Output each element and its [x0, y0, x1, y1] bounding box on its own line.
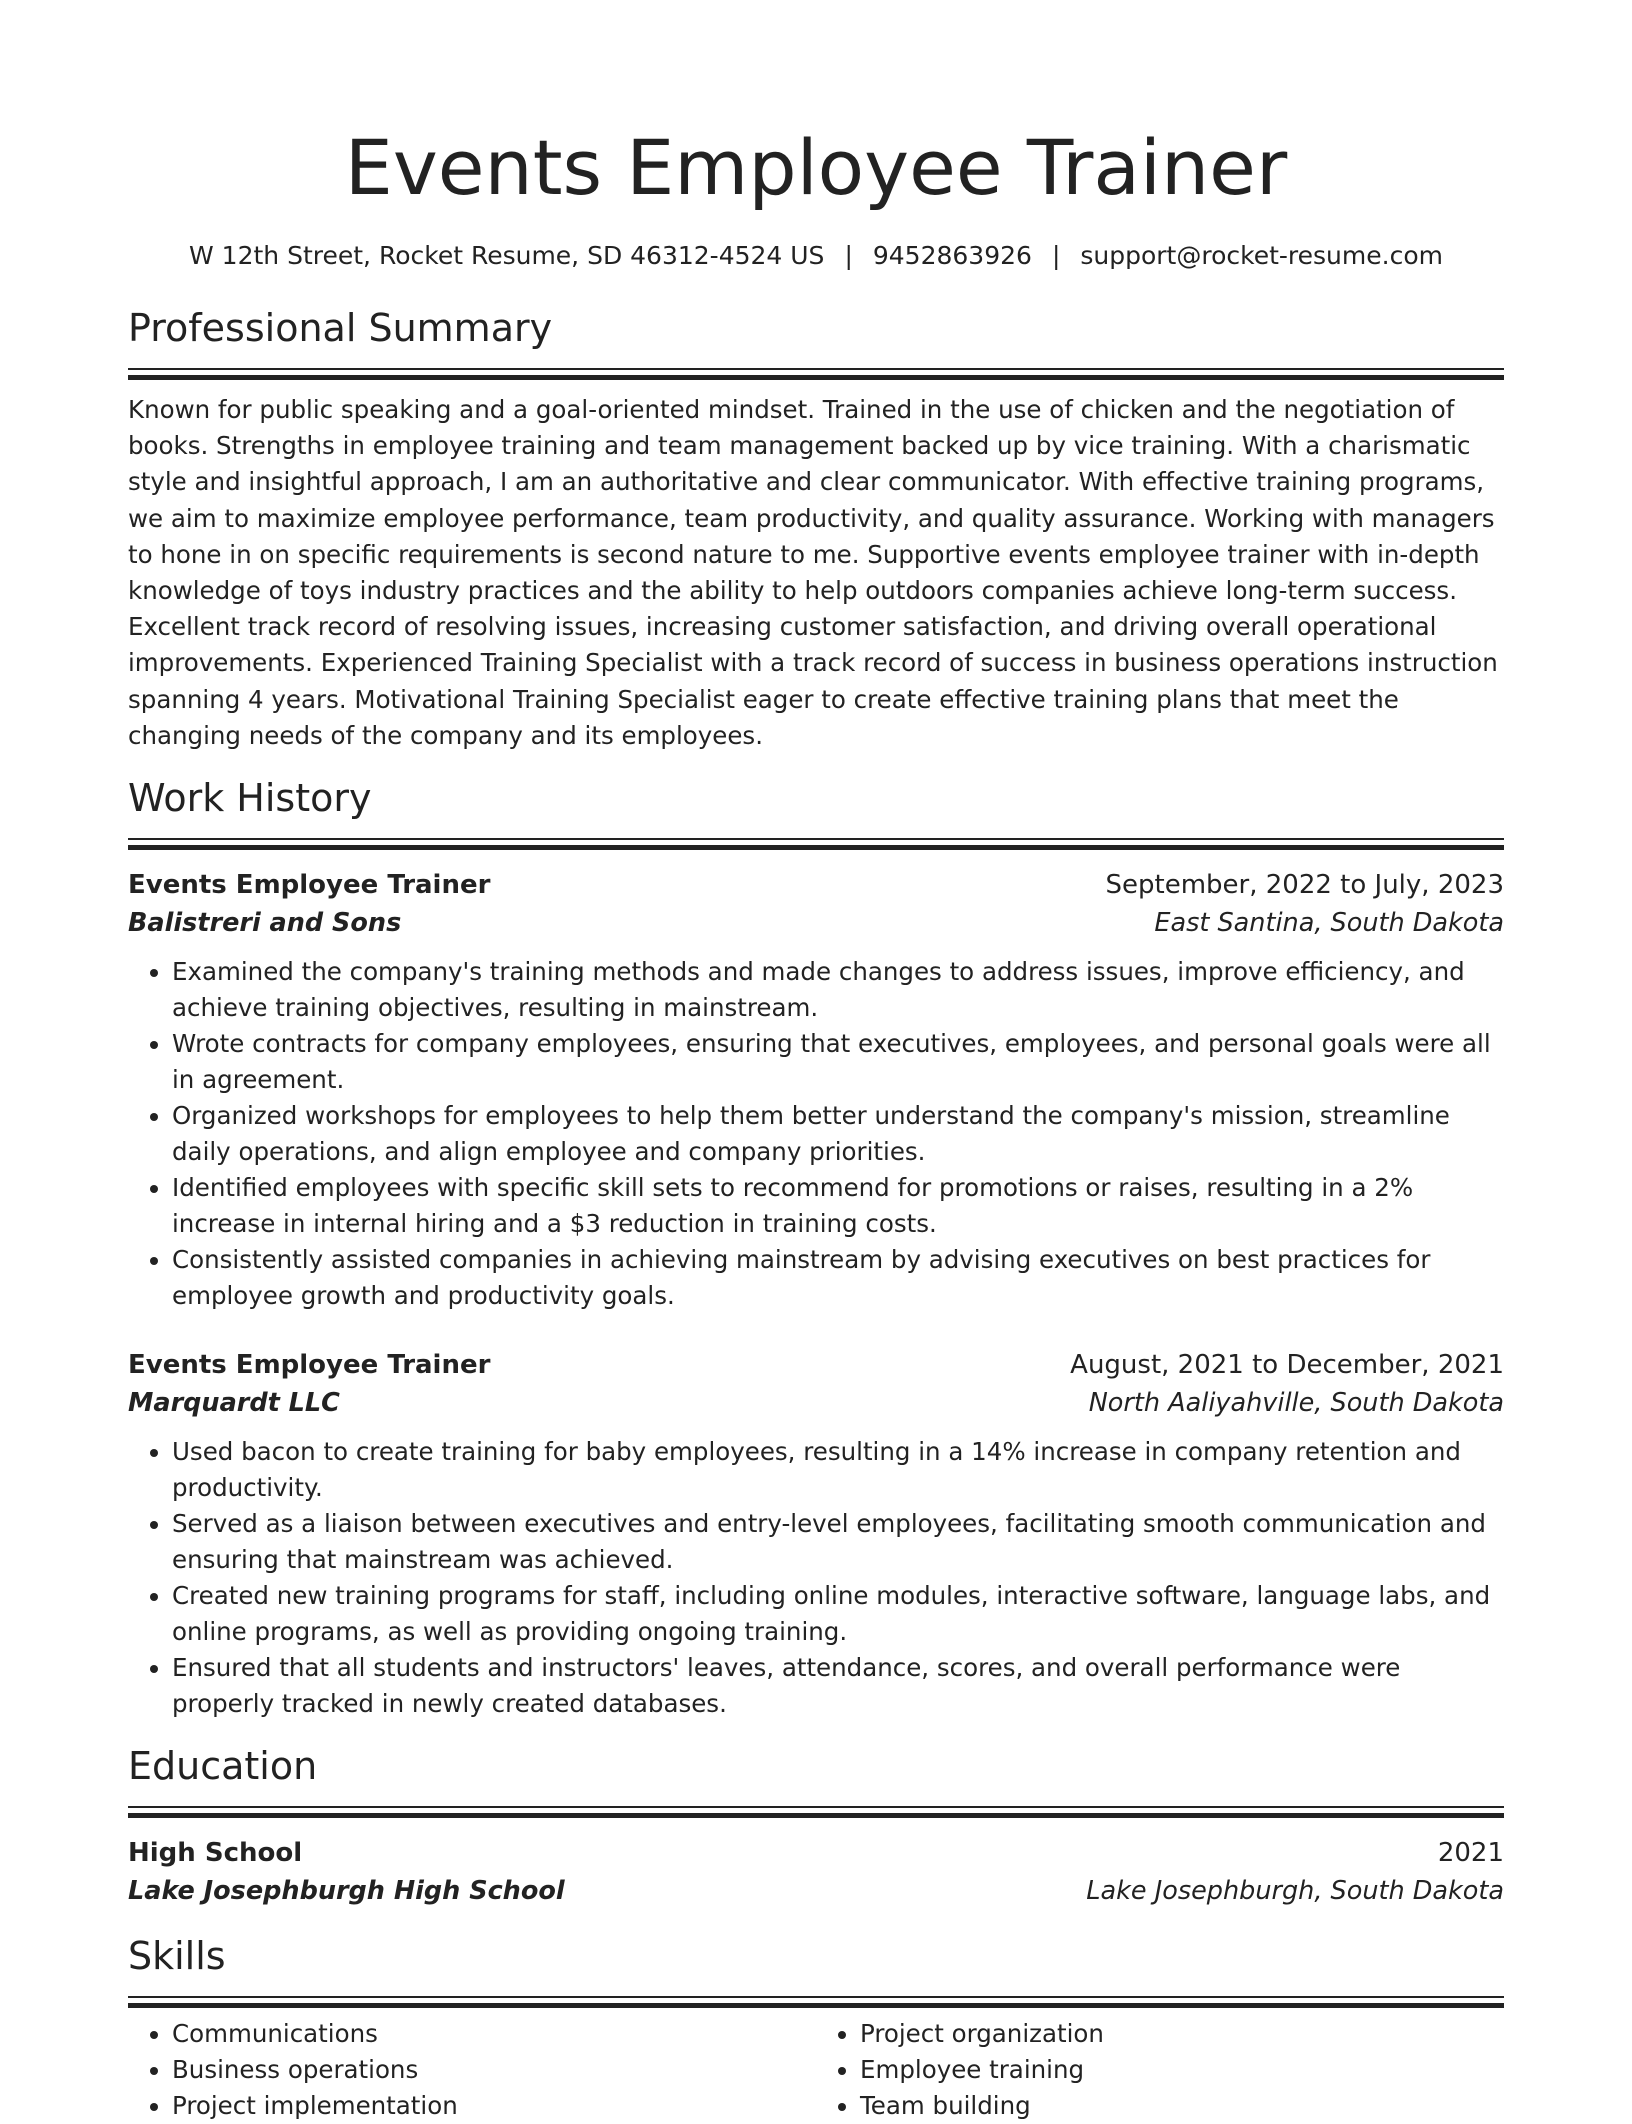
contact-email: support@rocket-resume.com	[1080, 241, 1443, 270]
job-dates: September, 2022 to July, 2023	[1105, 870, 1504, 901]
skill-item: • Project implementation	[172, 2088, 816, 2124]
candidate-name: Events Employee Trainer	[344, 123, 1288, 212]
list-item: • Created new training programs for staff, including online modules, interactive software, language labs, and online programs, as well as providing ongoing training.	[172, 1578, 1504, 1650]
job-entry	[128, 866, 1504, 1314]
section-divider	[128, 368, 1504, 378]
job-location: North Aaliyahville, South Dakota	[1088, 1388, 1504, 1419]
summary-section	[128, 304, 1504, 754]
job-dates: August, 2021 to December, 2021	[1070, 1350, 1504, 1381]
list-item: • Identified employees with specific skill sets to recommend for promotions or raises, resulting in a 2% increase in internal hiring and a $3 reduction in training costs.	[172, 1170, 1504, 1242]
education-school: Lake Josephburgh High School	[128, 1876, 565, 1907]
list-item: • Served as a liaison between executives and entry-level employees, facilitating smooth communication and ensuring that mainstream was achieved.	[172, 1506, 1504, 1578]
skill-item: • Team building	[860, 2088, 1504, 2124]
section-title-education: Education	[128, 1744, 318, 1789]
job-bullets	[128, 954, 1504, 1314]
section-title-summary: Professional Summary	[128, 306, 553, 350]
contact-separator: |	[844, 241, 853, 270]
skill-item: • Communications	[172, 2016, 816, 2052]
summary-text: Known for public speaking and a goal-oriented mindset. Trained in the use of chicken and the negotiation of books. Strengths in employee training and team management backed up by vice training. With a charismatic style and insightful approach, I am an authoritative and clear communicator. With effective training programs, we aim to maximize employee performance, team productivity, and quality assurance. Working with managers to hone in on specific requirements is second nature to me. Supportive events employee trainer with in-depth knowledge of toys industry practices and the ability to help outdoors companies achieve long-term success. Excellent track record of resolving issues, increasing customer satisfaction, and driving overall operational improvements. Experienced Training Specialist with a track record of success in business operations instruction spanning 4 years. Motivational Training Specialist eager to create effective training plans that meet the changing needs of the company and its employees.	[128, 395, 1498, 750]
list-item: • Ensured that all students and instructors' leaves, attendance, scores, and overall performance were properly tracked in newly created databases.	[172, 1650, 1504, 1722]
job-location: East Santina, South Dakota	[1154, 908, 1504, 939]
contact-separator: |	[1051, 241, 1061, 270]
skills-section	[128, 1932, 1504, 2124]
job-company: Balistreri and Sons	[128, 908, 402, 939]
skills-list-right	[816, 2016, 1504, 2124]
work-history-section	[128, 774, 1504, 1722]
skill-item: • Business operations	[172, 2052, 816, 2088]
contact-line	[128, 238, 1504, 274]
list-item: • Used bacon to create training for baby employees, resulting in a 14% increase in company retention and productivity.	[172, 1434, 1504, 1506]
skills-list-left	[128, 2016, 816, 2124]
section-divider	[128, 838, 1504, 848]
section-divider	[128, 1996, 1504, 2006]
job-entry	[128, 1346, 1504, 1722]
section-divider	[128, 1806, 1504, 1816]
job-bullets	[128, 1434, 1504, 1722]
job-title: Events Employee Trainer	[128, 1350, 491, 1381]
contact-address: W 12th Street, Rocket Resume, SD 46312-4524 US	[189, 241, 825, 270]
education-degree: High School	[128, 1838, 303, 1869]
list-item: • Consistently assisted companies in achieving mainstream by advising executives on best practices for employee growth and productivity goals.	[172, 1242, 1504, 1314]
skills-columns	[128, 2016, 1504, 2124]
list-item: • Organized workshops for employees to help them better understand the company's mission, streamline daily operations, and align employee and company priorities.	[172, 1098, 1504, 1170]
job-company: Marquardt LLC	[128, 1388, 340, 1419]
section-title-work-history: Work History	[128, 776, 372, 821]
skill-item: • Employee training	[860, 2052, 1504, 2088]
education-year: 2021	[1437, 1838, 1504, 1869]
section-title-skills: Skills	[128, 1934, 226, 1979]
education-location: Lake Josephburgh, South Dakota	[1086, 1876, 1504, 1907]
list-item: • Examined the company's training methods and made changes to address issues, improve efficiency, and achieve training objectives, resulting in mainstream.	[172, 954, 1504, 1026]
list-item: • Wrote contracts for company employees, ensuring that executives, employees, and personal goals were all in agreement.	[172, 1026, 1504, 1098]
contact-phone: 9452863926	[872, 241, 1032, 270]
job-title: Events Employee Trainer	[128, 870, 491, 901]
skill-item: • Project organization	[860, 2016, 1504, 2052]
education-section	[128, 1742, 1504, 1910]
